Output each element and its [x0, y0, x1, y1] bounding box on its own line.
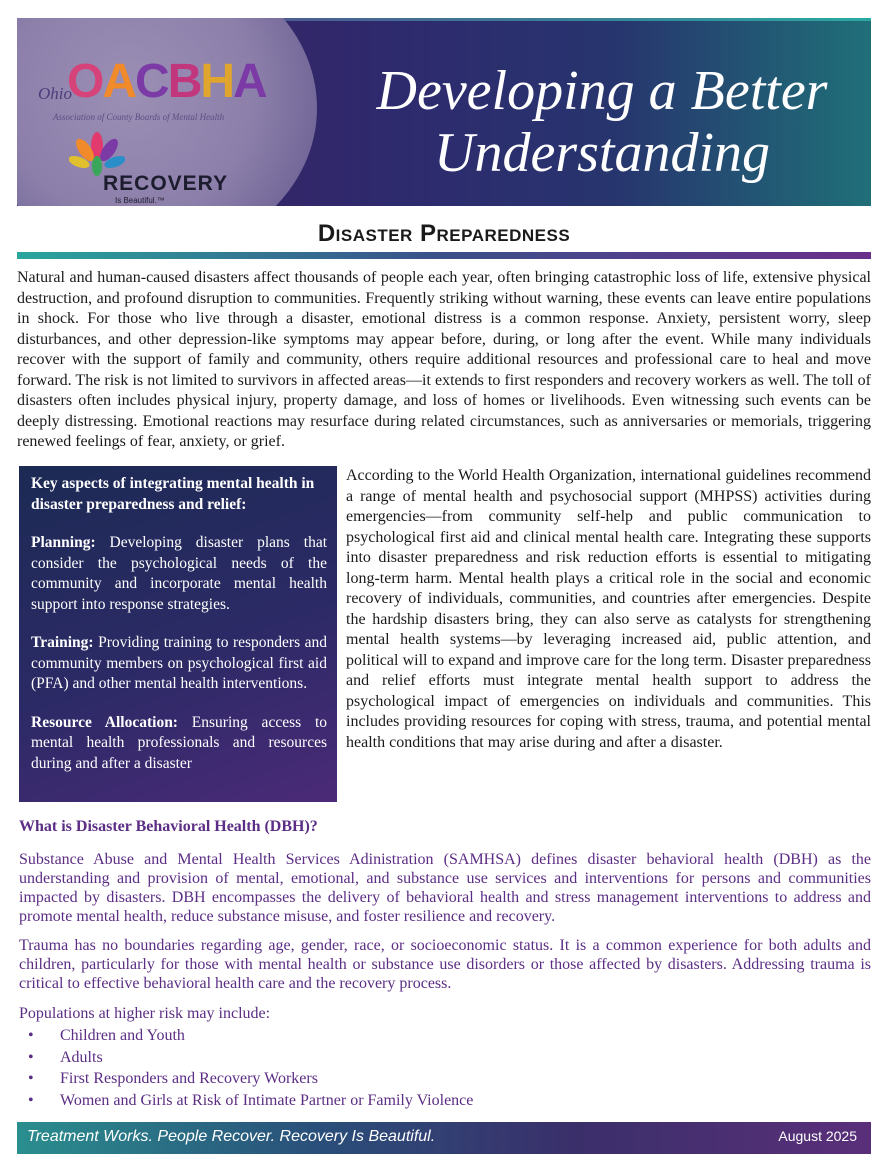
callout-item-term: Training: — [31, 634, 94, 651]
bullet: • — [28, 1027, 34, 1044]
intro-paragraph: Natural and human-caused disasters affect thousands of people each year, often bringing catastrophic loss of life, extensive physical destruction, and profound disruption to communities. Frequently striking without warning, these events can leave entire populations in shock. For those who live through a disaster, emotional distress is a common response. Anxiety, persistent worry, sleep disturbances, and other depression-like symptoms may appear before, during, or long after the event. While many individuals recover with the support of family and community, others require additional resources and professional care to heal and move forward. The risk is not limited to survivors in affected areas—it extends to first responders and recovery workers as well. The toll of disasters often includes physical injury, property damage, and loss of homes or livelihoods. Even witnessing such events can be deeply distressing. Emotional reactions may resurface during related circumstances, such as anniversaries or memorials, triggering renewed feelings of fear, anxiety, or grief. — [17, 269, 871, 450]
callout-item-text: Developing disaster plans that consider the psychological needs of the community and incorporate mental health support into response strategies. — [31, 534, 327, 613]
callout-title: Key aspects of integrating mental health in disaster preparedness and relief: — [31, 475, 315, 513]
who-paragraph: According to the World Health Organization, international guidelines recommend a range of mental health and psychosocial support (MHPSS) activities during emergencies—from community self-help and public communication to psychological first aid and clinical mental health care. Integrating these supports into disaster preparedness and risk reduction efforts is essential to mitigating long-term harm. Mental health plays a critical role in the social and economic recovery of individuals, communities, and countries after emergencies. Despite the hardship disasters bring, they can also serve as catalysts for strengthening mental health systems—by leveraging increased aid, public attention, and political will to expand and improve care for the long term. Disaster preparedness and relief efforts must integrate mental health support to address the psychological impact of emergencies on individuals and communities. This includes providing resources for coping with stress, trauma, and potential mental health conditions that may arise during and after a disaster. — [346, 467, 871, 751]
list-item-text: Children and Youth — [60, 1027, 185, 1044]
callout-item — [31, 533, 327, 615]
bullet: • — [28, 1048, 34, 1066]
header-banner — [17, 18, 871, 206]
callout-item — [31, 633, 327, 695]
recovery-logo-text: RECOVERY — [103, 172, 229, 195]
oacbha-logo-subtitle: Association of County Boards of Mental Health — [53, 112, 225, 122]
callout-item-term: Resource Allocation: — [31, 713, 178, 731]
title-line-2: Understanding — [434, 122, 770, 184]
bullet: • — [28, 1091, 34, 1109]
list-item-text: Adults — [60, 1048, 103, 1066]
list-item — [28, 1090, 473, 1112]
list-item-text: First Responders and Recovery Workers — [60, 1070, 318, 1087]
callout-item — [31, 713, 327, 775]
callout-item-term: Planning: — [31, 534, 96, 551]
title-line-1: Developing a Better — [376, 60, 828, 122]
logo-ohio-text: Ohio — [38, 84, 72, 103]
page-title — [317, 60, 871, 184]
populations-heading: Populations at higher risk may include: — [19, 1005, 271, 1022]
bullet: • — [28, 1070, 34, 1087]
populations-list — [28, 1025, 473, 1111]
list-item — [28, 1068, 473, 1090]
list-item — [28, 1025, 473, 1047]
oacbha-logo: OACBHA — [67, 55, 266, 108]
footer-tagline: Treatment Works. People Recover. Recovery Is Beautiful. — [27, 1128, 436, 1145]
list-item-text: Women and Girls at Risk of Intimate Partner or Family Violence — [60, 1091, 474, 1109]
footer-date: August 2025 — [778, 1128, 857, 1144]
dbh-paragraph: Substance Abuse and Mental Health Services Adinistration (SAMHSA) defines disaster behavioral health (DBH) as the understanding and provision of mental, emotional, and substance use services and interventions for persons and communities impacted by disasters. DBH encompasses the delivery of behavioral health and stress management interventions to address and promote mental health, reduce substance misuse, and foster resilience and recovery. — [19, 851, 871, 925]
footer-bar — [17, 1122, 871, 1154]
key-aspects-callout — [19, 466, 337, 802]
recovery-logo-tagline: Is Beautiful.™ — [115, 196, 165, 205]
callout-item-text: Providing training to responders and community members on psychological first aid (PFA) and other mental health interventions. — [31, 634, 327, 692]
section-title: Disaster Preparedness — [317, 220, 571, 247]
dbh-heading: What is Disaster Behavioral Health (DBH)? — [19, 818, 318, 835]
list-item — [28, 1047, 473, 1069]
section-divider — [17, 252, 871, 259]
recovery-flower-icon — [69, 130, 125, 178]
callout-item-text: Ensuring access to mental health professionals and resources during and after a disaster — [31, 713, 328, 772]
trauma-paragraph: Trauma has no boundaries regarding age, gender, race, or socioeconomic status. It is a common experience for both adults and children, particularly for those with mental health or substance use disorders or those affected by disasters. Addressing trauma is critical to effective behavioral health care and the recovery process. — [19, 937, 871, 992]
